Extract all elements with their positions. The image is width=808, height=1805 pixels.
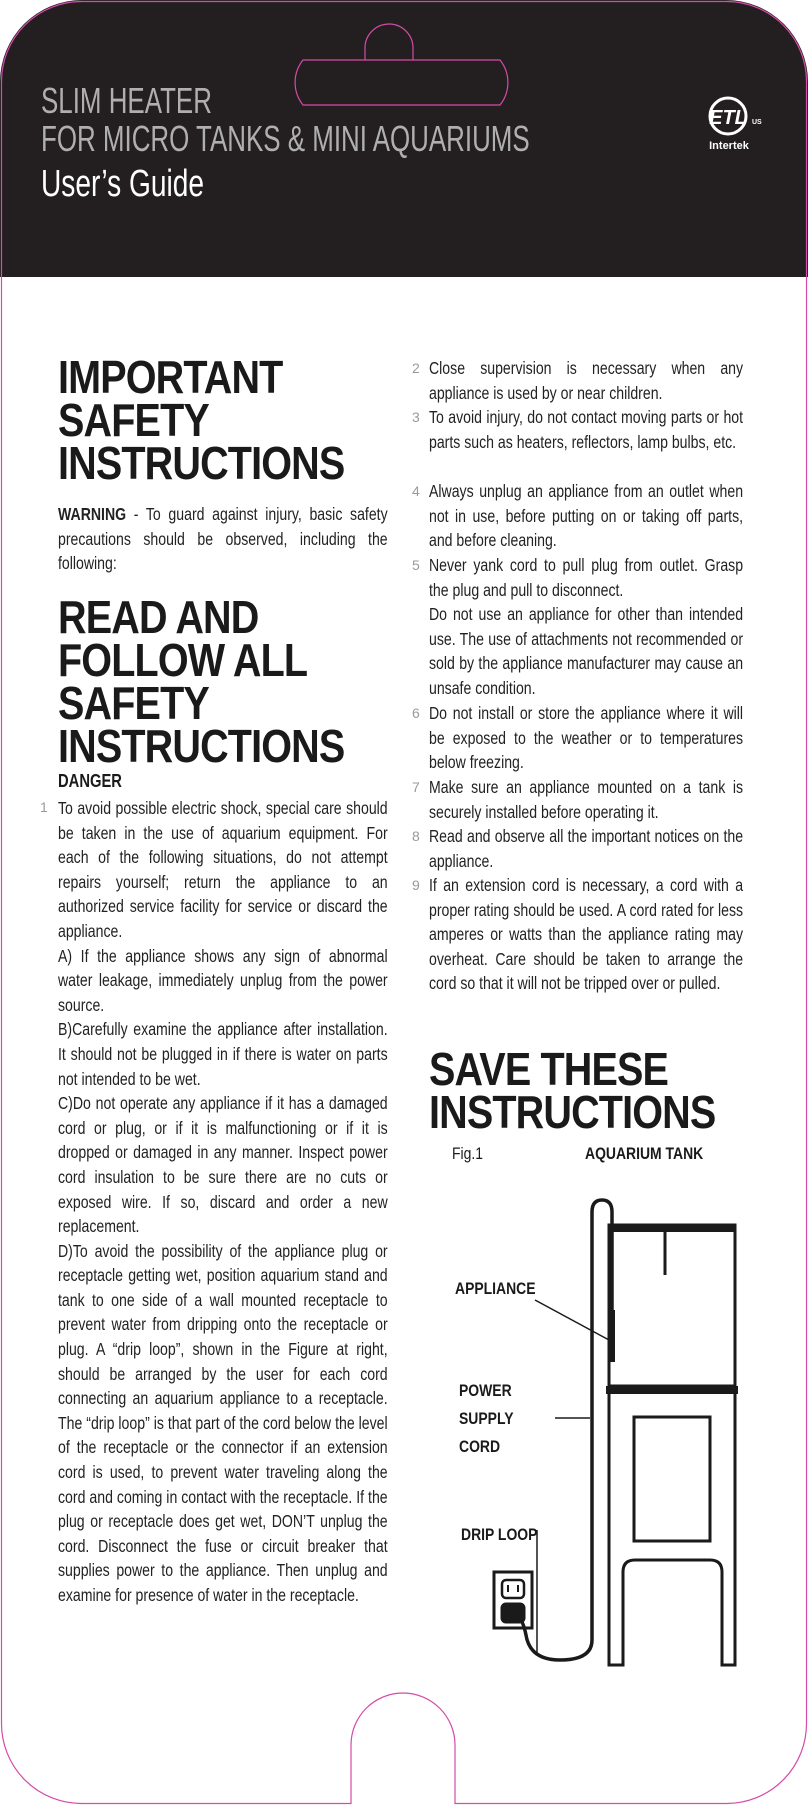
- warning-text: - To guard against injury, basic safety precautions should be observed, including the following:: [58, 504, 388, 574]
- item-number: 5: [412, 557, 420, 573]
- power-cord: [514, 1200, 612, 1660]
- item-number: 6: [412, 705, 420, 721]
- item1-b: B)Carefully examine the appliance after installation. It should not be plugged in if there is water on parts not intended to be wet.: [58, 1019, 388, 1089]
- supply-label: SUPPLY: [459, 1409, 514, 1428]
- item-number: 4: [412, 483, 420, 499]
- item1-a: A) If the appliance shows any sign of abnormal water leakage, immediately unplug from the power source.: [58, 945, 388, 1015]
- stand-frame: [609, 1394, 735, 1665]
- safety-item-5: Never yank cord to pull plug from outlet. Grasp the plug and pull to disconnect.: [429, 555, 744, 600]
- safety-item-8: Read and observe all the important notices on the appliance.: [429, 826, 744, 871]
- item-number: 2: [412, 360, 420, 376]
- appliance-pointer: [535, 1300, 609, 1340]
- warning-label: WARNING: [58, 504, 127, 524]
- safety-item-2: Close supervision is necessary when any appliance is used by or near children.: [429, 358, 744, 403]
- appliance-label: APPLIANCE: [455, 1279, 536, 1298]
- outlet-plug: [502, 1604, 524, 1622]
- safety-item-4: Always unplug an appliance from an outlet when not in use, before putting on or taking off parts, and before cleaning.: [429, 481, 744, 551]
- safety-item-6: Do not install or store the appliance where it will be exposed to the weather or to temperatures below freezing.: [429, 703, 744, 773]
- safety-item-7: Make sure an appliance mounted on a tank is securely installed before operating it.: [429, 777, 744, 822]
- product-title: SLIM HEATER: [41, 80, 212, 121]
- item1-d: D)To avoid the possibility of the appliance plug or receptacle getting wet, position aquarium stand and tank to one side of a wall mounted receptacle to prevent water from dripping onto the receptacle or plug. A “drip loop”, shown in the Figure at right, should be arranged by the user for each cord connecting an aquarium appliance to a receptacle. The “drip loop” is that part of the cord below the level of the receptacle or the connector if an extension cord is used, to prevent water traveling along the cord and coming in contact with the receptacle. If the plug or receptacle does get wet, DON’T unplug the cord. Disconnect the fuse or circuit breaker that supplies power to the appliance. Then unplug and examine for presence of water in the receptacle.: [58, 1240, 388, 1605]
- item-number: 1: [40, 799, 48, 815]
- item-number: 7: [412, 779, 420, 795]
- item1-intro: To avoid possible electric shock, special care should be taken in the use of aquarium equipment. For each of the following situations, do not attempt repairs yourself; return the appliance to an authorized service facility for service or discard the appliance.: [58, 798, 388, 941]
- cert-mark-text: ETL: [709, 107, 747, 129]
- cert-name: Intertek: [709, 140, 749, 152]
- danger-label: DANGER: [58, 771, 122, 791]
- important-safety-heading: IMPORTANT SAFETY INSTRUCTIONS: [58, 351, 345, 489]
- guide-title: User’s Guide: [41, 163, 205, 205]
- outlet-socket: [502, 1580, 524, 1598]
- drip-loop-label: DRIP LOOP: [461, 1525, 538, 1544]
- cord-label: CORD: [459, 1437, 501, 1456]
- tank-body: [609, 1225, 735, 1386]
- read-follow-heading: READ AND FOLLOW ALL SAFETY INSTRUCTIONS: [58, 591, 345, 772]
- item-number: 9: [412, 877, 420, 893]
- cert-us-text: US: [752, 119, 762, 126]
- product-subtitle: FOR MICRO TANKS & MINI AQUARIUMS: [41, 118, 530, 159]
- item-number: 3: [412, 409, 420, 425]
- item1-c: C)Do not operate any appliance if it has a damaged cord or plug, or if it is malfunctioning or if it is dropped or damaged in any manner. Inspect power cord insulation to be sure there are no cuts or exposed wire. If so, discard and order a new replacement.: [58, 1093, 388, 1237]
- safety-item-5b: Do not use an appliance for other than intended use. The use of attachments not recommended or sold by the appliance manufacturer may cause an unsafe condition.: [429, 604, 744, 698]
- safety-item-3: To avoid injury, do not contact moving parts or hot parts such as heaters, reflectors, lamp bulbs, etc.: [429, 407, 744, 452]
- figure-label: Fig.1: [452, 1144, 483, 1163]
- aquarium-tank-label: AQUARIUM TANK: [585, 1144, 704, 1163]
- item-number: 8: [412, 828, 420, 844]
- stand-top: [606, 1386, 738, 1394]
- safety-item-9: If an extension cord is necessary, a cord with a proper rating should be used. A cord rated for less amperes or watts than the appliance rating may overheat. Care should be taken to arrange the cord so that it will not be tripped over or pulled.: [429, 875, 744, 994]
- power-label: POWER: [459, 1381, 512, 1400]
- heater-appliance: [609, 1310, 615, 1362]
- save-instructions-heading: SAVE THESE INSTRUCTIONS: [429, 1043, 716, 1138]
- stand-door: [634, 1417, 710, 1541]
